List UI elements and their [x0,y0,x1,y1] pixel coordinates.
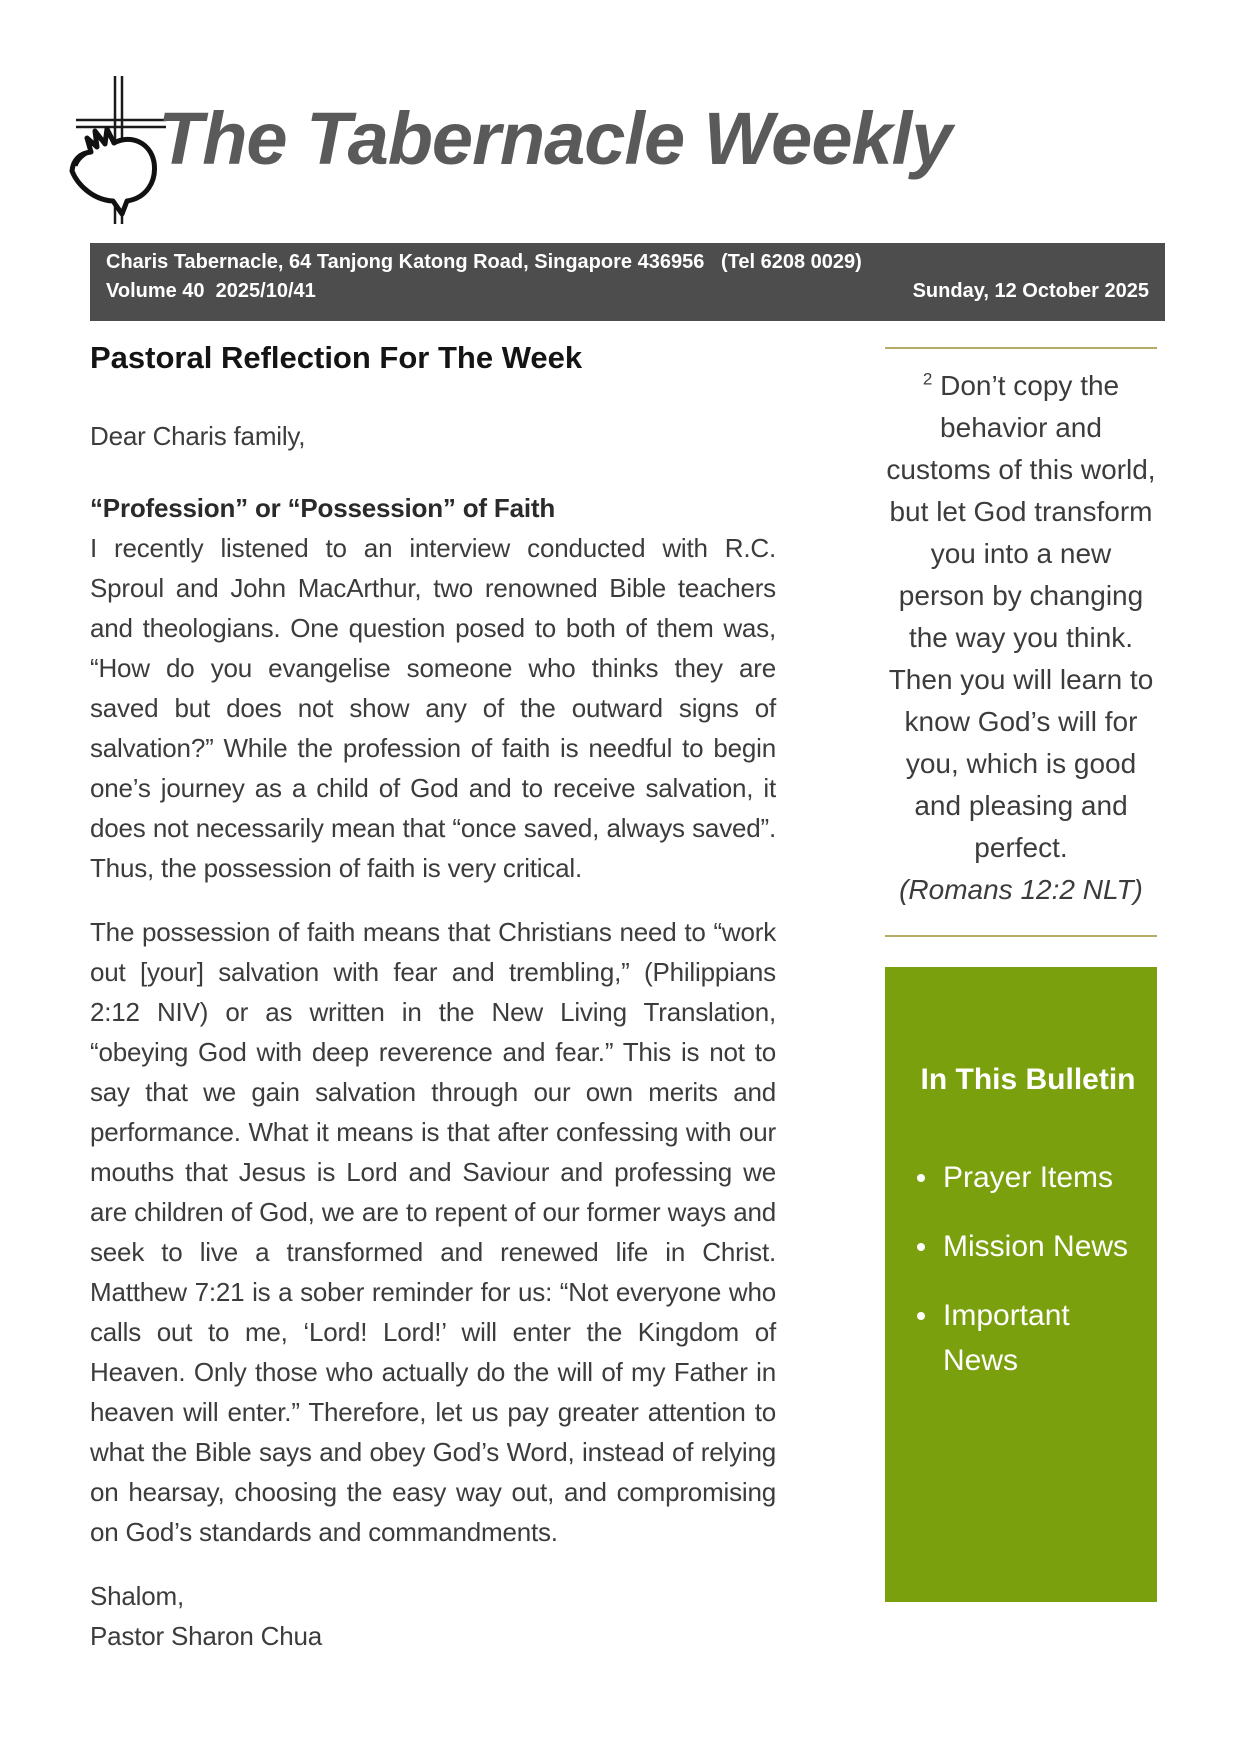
divider-bottom [885,935,1157,937]
volume-info: Volume 40 2025/10/41 [106,280,316,302]
bullet-icon [917,1243,925,1251]
salutation: Dear Charis family, [90,421,306,451]
article-title: Pastoral Reflection For The Week [90,340,583,375]
bulletin-item-prayer [917,1155,1139,1200]
in-this-bulletin-box [885,967,1157,1602]
verse-text: Don’t copy the behavior and customs of this world, but let God transform you into a new person by changing the way you think. Then you will learn to know God’s will for you, which is good and pleasing and perfect. [886,370,1156,863]
bullet-icon [917,1174,925,1182]
bulletin-item-label: Mission News [943,1230,1129,1263]
bulletin-item-label: Prayer Items [943,1161,1114,1194]
signature: Pastor Sharon Chua [90,1621,322,1651]
verse-citation: (Romans 12:2 NLT) [899,874,1143,905]
bulletin-item-mission [917,1224,1139,1269]
closing: Shalom, [90,1581,184,1611]
bulletin-list [917,1155,1139,1383]
bulletin-item-label: Important News [943,1299,1070,1377]
verse-quote [885,349,1157,935]
article-paragraph-1: I recently listened to an interview conducted with R.C. Sproul and John MacArthur, two renowned Bible teachers and theologians. One question posed to both of them was, “How do you evangelise someone who thinks they are saved but does not show any of the outward signs of salvation?” While the profession of faith is needful to begin one’s journey as a child of God and to receive salvation, it does not necessarily mean that “once saved, always saved”. Thus, the possession of faith is very critical. [90,533,776,883]
bulletin-box-heading: In This Bulletin [920,1063,1136,1096]
church-address: Charis Tabernacle, 64 Tanjong Katong Road, Singapore 436956 (Tel 6208 0029) [106,251,862,273]
bulletin-item-important [917,1293,1139,1383]
article-subheading: “Profession” or “Possession” of Faith [90,493,556,523]
article-paragraph-2: The possession of faith means that Christians need to “work out [your] salvation with fear and trembling,” (Philippians 2:12 NIV) or as written in the New Living Translation, “obeying God with deep reverence and fear.” This is not to say that we gain salvation through our own merits and performance. What it means is that after confessing with our mouths that Jesus is Lord and Saviour and professing we are children of God, we are to repent of our former ways and seek to live a transformed and renewed life in Christ. Matthew 7:21 is a sober reminder for us: “Not everyone who calls out to me, ‘Lord! Lord!’ will enter the Kingdom of Heaven. Only those who actually do the will of my Father in heaven will enter.” Therefore, let us pay greater attention to what the Bible says and obey God’s Word, instead of relying on hearsay, choosing the easy way out, and compromising on God’s standards and commandments. [90,917,776,1547]
sidebar [885,347,1157,1602]
pastoral-reflection-article [90,340,776,1656]
verse-number: 2 [922,369,933,389]
bullet-icon [917,1312,925,1320]
cross-dove-logo-icon [64,74,172,224]
issue-date: Sunday, 12 October 2025 [912,280,1149,302]
newsletter-title: The Tabernacle Weekly [158,97,952,180]
info-banner [90,243,1165,321]
